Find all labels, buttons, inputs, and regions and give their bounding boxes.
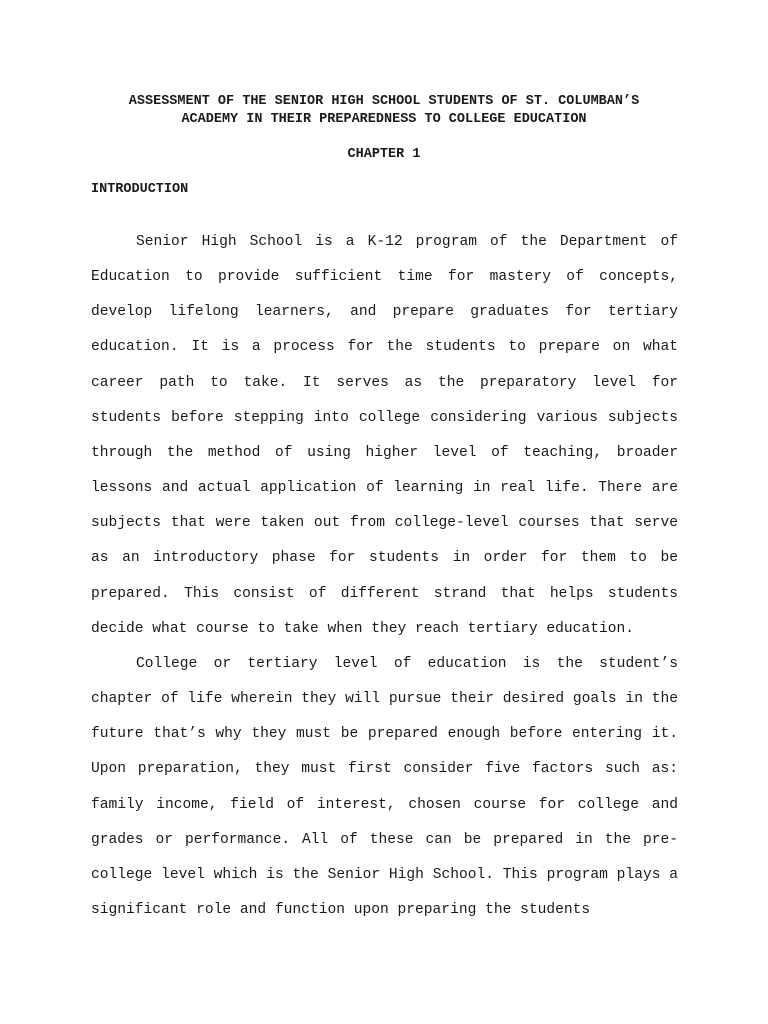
document-title-line-2: ACADEMY IN THEIR PREPAREDNESS TO COLLEGE EDUCATION <box>181 112 587 127</box>
section-heading: INTRODUCTION <box>91 182 189 197</box>
body-text <box>91 225 678 928</box>
chapter-heading: CHAPTER 1 <box>347 147 421 162</box>
paragraph-1: Senior High School is a K-12 program of the Department of Education to provide sufficient time for mastery of concepts, develop lifelong learners, and prepare graduates for tertiary education. It is a process for the students to prepare on what career path to take. It serves as the preparatory level for students before stepping into college considering various subjects through the method of using higher level of teaching, broader lessons and actual application of learning in real life. There are subjects that were taken out from college-level courses that serve as an introductory phase for students in order for them to be prepared. This consist of different strand that helps students decide what course to take when they reach tertiary education. <box>91 234 678 637</box>
document-title <box>60 93 708 129</box>
paragraph-2: College or tertiary level of education is the student’s chapter of life wherein they will pursue their desired goals in the future that’s why they must be prepared enough before entering it. Upon preparation, they must first consider five factors such as: family income, field of interest, chosen course for college and grades or performance. All of these can be prepared in the pre- college level which is the Senior High School. This program plays a significant role and function upon preparing the students <box>91 655 678 918</box>
document-title-line-1: ASSESSMENT OF THE SENIOR HIGH SCHOOL STUDENTS OF ST. COLUMBAN’S <box>128 94 640 109</box>
